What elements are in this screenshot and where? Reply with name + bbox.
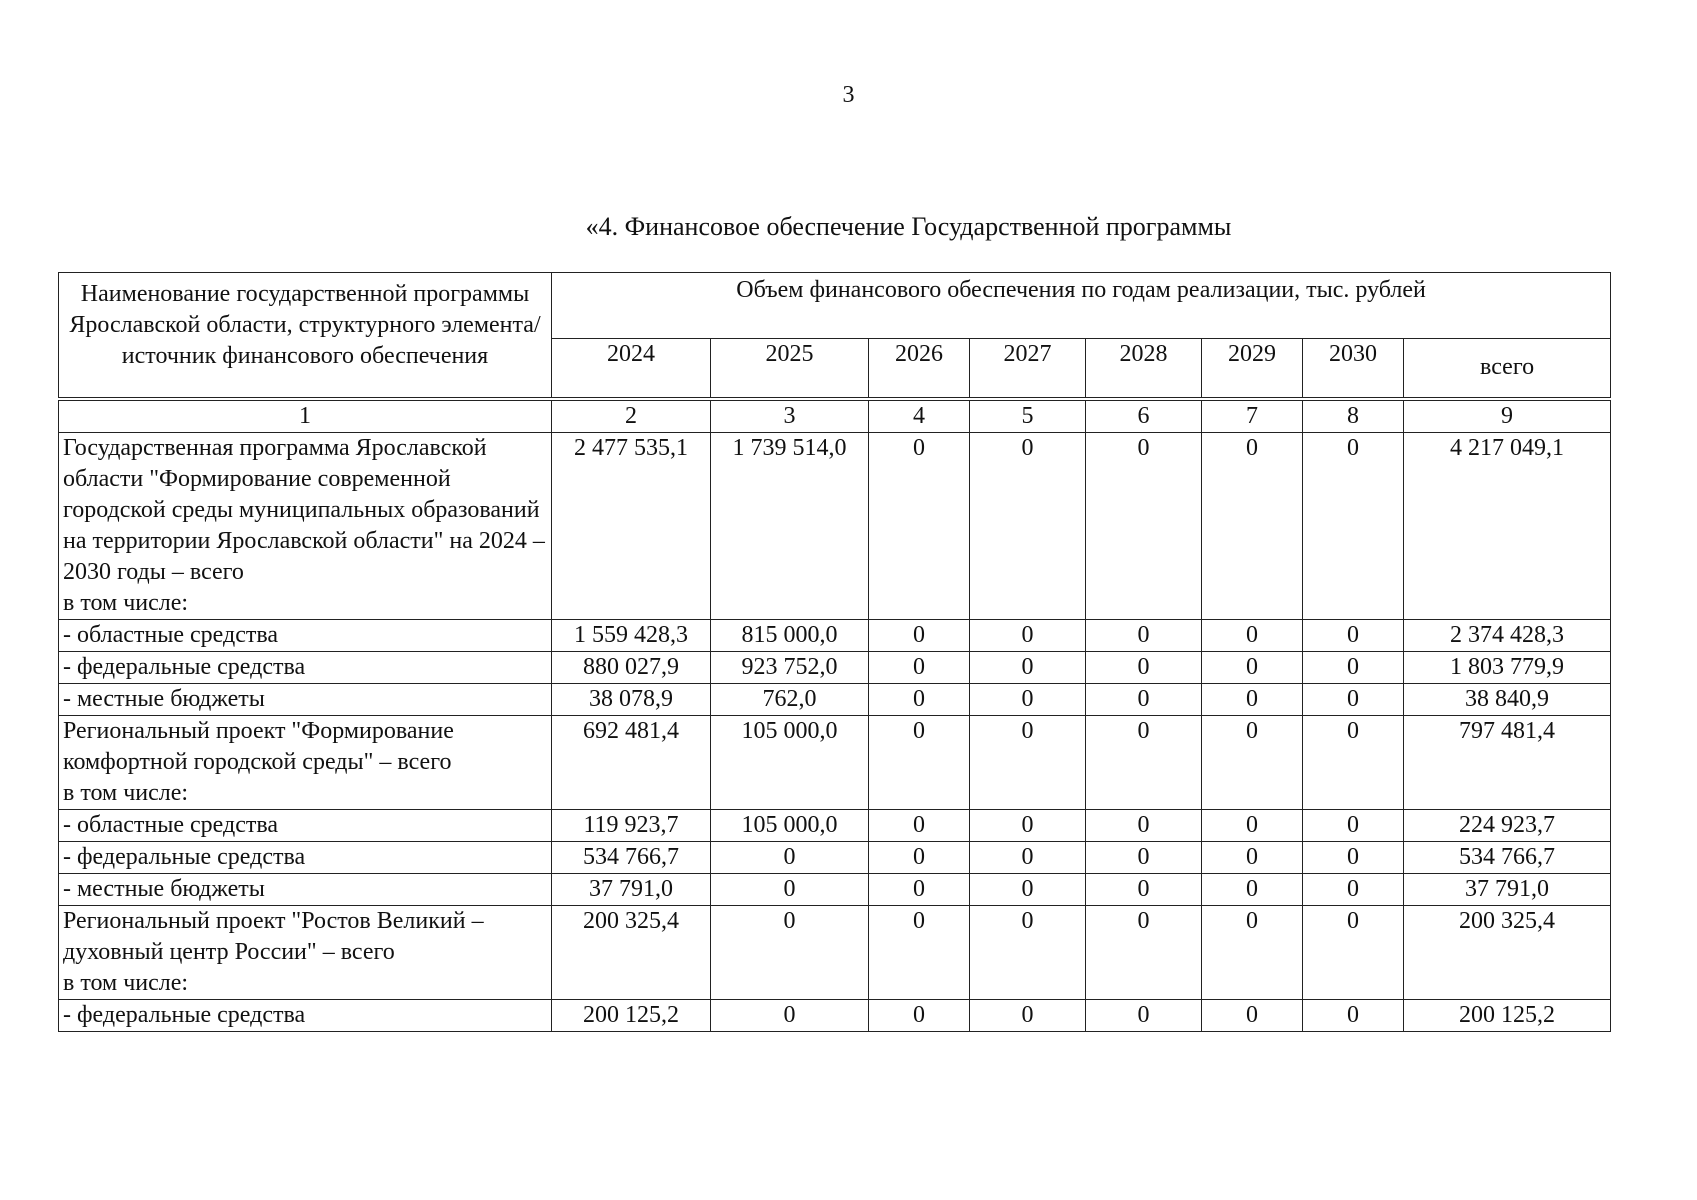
total-value-cell: 797 481,4	[1404, 715, 1611, 809]
row-name-cell	[59, 905, 552, 999]
total-value-cell: 224 923,7	[1404, 809, 1611, 841]
column-number: 2	[552, 399, 711, 433]
row-subnote: в том числе:	[63, 589, 189, 616]
year-header: 2024	[552, 339, 711, 399]
table-row	[59, 841, 1611, 873]
total-value-cell: 1 803 779,9	[1404, 651, 1611, 683]
value-cell: 0	[869, 432, 970, 619]
value-cell: 0	[1086, 715, 1202, 809]
total-header: всего	[1404, 339, 1611, 399]
value-cell: 0	[1303, 809, 1404, 841]
column-number: 9	[1404, 399, 1611, 433]
value-cell: 880 027,9	[552, 651, 711, 683]
table-row	[59, 651, 1611, 683]
value-cell: 0	[1086, 651, 1202, 683]
value-cell: 119 923,7	[552, 809, 711, 841]
value-cell: 0	[970, 683, 1086, 715]
value-cell: 692 481,4	[552, 715, 711, 809]
row-name-cell	[59, 432, 552, 619]
value-cell: 0	[869, 651, 970, 683]
total-value-cell: 200 125,2	[1404, 999, 1611, 1031]
value-cell: 0	[970, 873, 1086, 905]
value-cell: 0	[869, 841, 970, 873]
value-cell: 0	[711, 841, 869, 873]
value-cell: 0	[1086, 809, 1202, 841]
row-subnote: в том числе:	[63, 969, 189, 996]
row-name-cell	[59, 999, 552, 1031]
value-cell: 0	[970, 651, 1086, 683]
value-cell: 0	[1202, 809, 1303, 841]
value-cell: 37 791,0	[552, 873, 711, 905]
value-cell: 0	[1202, 619, 1303, 651]
value-cell: 105 000,0	[711, 715, 869, 809]
value-cell: 0	[1303, 905, 1404, 999]
year-header: 2027	[970, 339, 1086, 399]
row-name: Государственная программа Ярославской области "Формирование современной городской среды муниципальных образований на территории Ярославской области" на 2024 – 2030 годы – всего	[63, 434, 545, 585]
value-cell: 0	[1086, 432, 1202, 619]
row-subnote: в том числе:	[63, 779, 189, 806]
year-header: 2030	[1303, 339, 1404, 399]
value-cell: 0	[869, 809, 970, 841]
total-value-cell: 200 325,4	[1404, 905, 1611, 999]
value-cell: 0	[1202, 873, 1303, 905]
row-name-cell	[59, 715, 552, 809]
column-number: 7	[1202, 399, 1303, 433]
value-cell: 0	[1202, 905, 1303, 999]
value-cell: 0	[869, 619, 970, 651]
financing-group-header: Объем финансового обеспечения по годам реализации, тыс. рублей	[552, 273, 1611, 339]
value-cell: 0	[1086, 619, 1202, 651]
row-name-cell	[59, 619, 552, 651]
year-header: 2025	[711, 339, 869, 399]
row-name: - федеральные средства	[63, 653, 306, 680]
value-cell: 0	[970, 905, 1086, 999]
value-cell: 0	[1202, 432, 1303, 619]
value-cell: 762,0	[711, 683, 869, 715]
column-number: 6	[1086, 399, 1202, 433]
value-cell: 815 000,0	[711, 619, 869, 651]
value-cell: 0	[1086, 683, 1202, 715]
value-cell: 0	[970, 619, 1086, 651]
financing-table-container	[58, 272, 1610, 1032]
page-number: 3	[842, 82, 855, 108]
value-cell: 923 752,0	[711, 651, 869, 683]
table-row	[59, 619, 1611, 651]
table-row	[59, 715, 1611, 809]
total-value-cell: 37 791,0	[1404, 873, 1611, 905]
row-name-cell	[59, 841, 552, 873]
column-number-row	[59, 399, 1611, 433]
name-column-header: Наименование государственной программы Ярославской области, структурного элемента/ источник финансового обеспечения	[59, 273, 552, 399]
value-cell: 0	[1303, 873, 1404, 905]
table-body	[59, 432, 1611, 1031]
value-cell: 0	[970, 999, 1086, 1031]
row-name: Региональный проект "Формирование комфортной городской среды" – всего	[63, 717, 454, 775]
row-name-cell	[59, 809, 552, 841]
column-number: 8	[1303, 399, 1404, 433]
total-value-cell: 4 217 049,1	[1404, 432, 1611, 619]
value-cell: 0	[869, 999, 970, 1031]
value-cell: 0	[1202, 715, 1303, 809]
row-name: - областные средства	[63, 621, 279, 648]
value-cell: 0	[1303, 683, 1404, 715]
value-cell: 0	[869, 715, 970, 809]
value-cell: 0	[1303, 651, 1404, 683]
value-cell: 0	[1086, 841, 1202, 873]
column-number: 1	[59, 399, 552, 433]
total-value-cell: 2 374 428,3	[1404, 619, 1611, 651]
section-title: «4. Финансовое обеспечение Государственной программы	[585, 212, 1232, 241]
table-row	[59, 432, 1611, 619]
value-cell: 0	[1202, 999, 1303, 1031]
value-cell: 200 325,4	[552, 905, 711, 999]
value-cell: 0	[869, 683, 970, 715]
value-cell: 105 000,0	[711, 809, 869, 841]
value-cell: 0	[970, 432, 1086, 619]
value-cell: 38 078,9	[552, 683, 711, 715]
value-cell: 0	[1202, 841, 1303, 873]
row-name-cell	[59, 651, 552, 683]
value-cell: 1 559 428,3	[552, 619, 711, 651]
value-cell: 0	[1086, 873, 1202, 905]
value-cell: 2 477 535,1	[552, 432, 711, 619]
value-cell: 0	[711, 905, 869, 999]
row-name: Региональный проект "Ростов Великий – духовный центр России" – всего	[63, 907, 484, 965]
value-cell: 0	[970, 809, 1086, 841]
value-cell: 0	[1202, 651, 1303, 683]
value-cell: 534 766,7	[552, 841, 711, 873]
table-row	[59, 809, 1611, 841]
column-number: 5	[970, 399, 1086, 433]
value-cell: 0	[711, 999, 869, 1031]
table-row	[59, 999, 1611, 1031]
value-cell: 0	[1086, 999, 1202, 1031]
value-cell: 0	[1086, 905, 1202, 999]
row-name-cell	[59, 683, 552, 715]
value-cell: 0	[970, 841, 1086, 873]
column-number: 4	[869, 399, 970, 433]
year-header: 2028	[1086, 339, 1202, 399]
value-cell: 0	[1303, 619, 1404, 651]
table-row	[59, 873, 1611, 905]
year-header: 2029	[1202, 339, 1303, 399]
value-cell: 0	[869, 905, 970, 999]
value-cell: 200 125,2	[552, 999, 711, 1031]
row-name: - местные бюджеты	[63, 875, 265, 902]
table-row	[59, 905, 1611, 999]
row-name: - областные средства	[63, 811, 279, 838]
total-value-cell: 534 766,7	[1404, 841, 1611, 873]
value-cell: 0	[1303, 715, 1404, 809]
value-cell: 0	[869, 873, 970, 905]
table-row	[59, 683, 1611, 715]
value-cell: 0	[711, 873, 869, 905]
row-name: - местные бюджеты	[63, 685, 265, 712]
column-number: 3	[711, 399, 869, 433]
total-value-cell: 38 840,9	[1404, 683, 1611, 715]
financing-table	[58, 272, 1611, 1032]
year-header: 2026	[869, 339, 970, 399]
row-name-cell	[59, 873, 552, 905]
value-cell: 0	[1202, 683, 1303, 715]
value-cell: 0	[1303, 432, 1404, 619]
value-cell: 0	[1303, 999, 1404, 1031]
value-cell: 1 739 514,0	[711, 432, 869, 619]
row-name: - федеральные средства	[63, 843, 306, 870]
value-cell: 0	[970, 715, 1086, 809]
row-name: - федеральные средства	[63, 1001, 306, 1028]
value-cell: 0	[1303, 841, 1404, 873]
